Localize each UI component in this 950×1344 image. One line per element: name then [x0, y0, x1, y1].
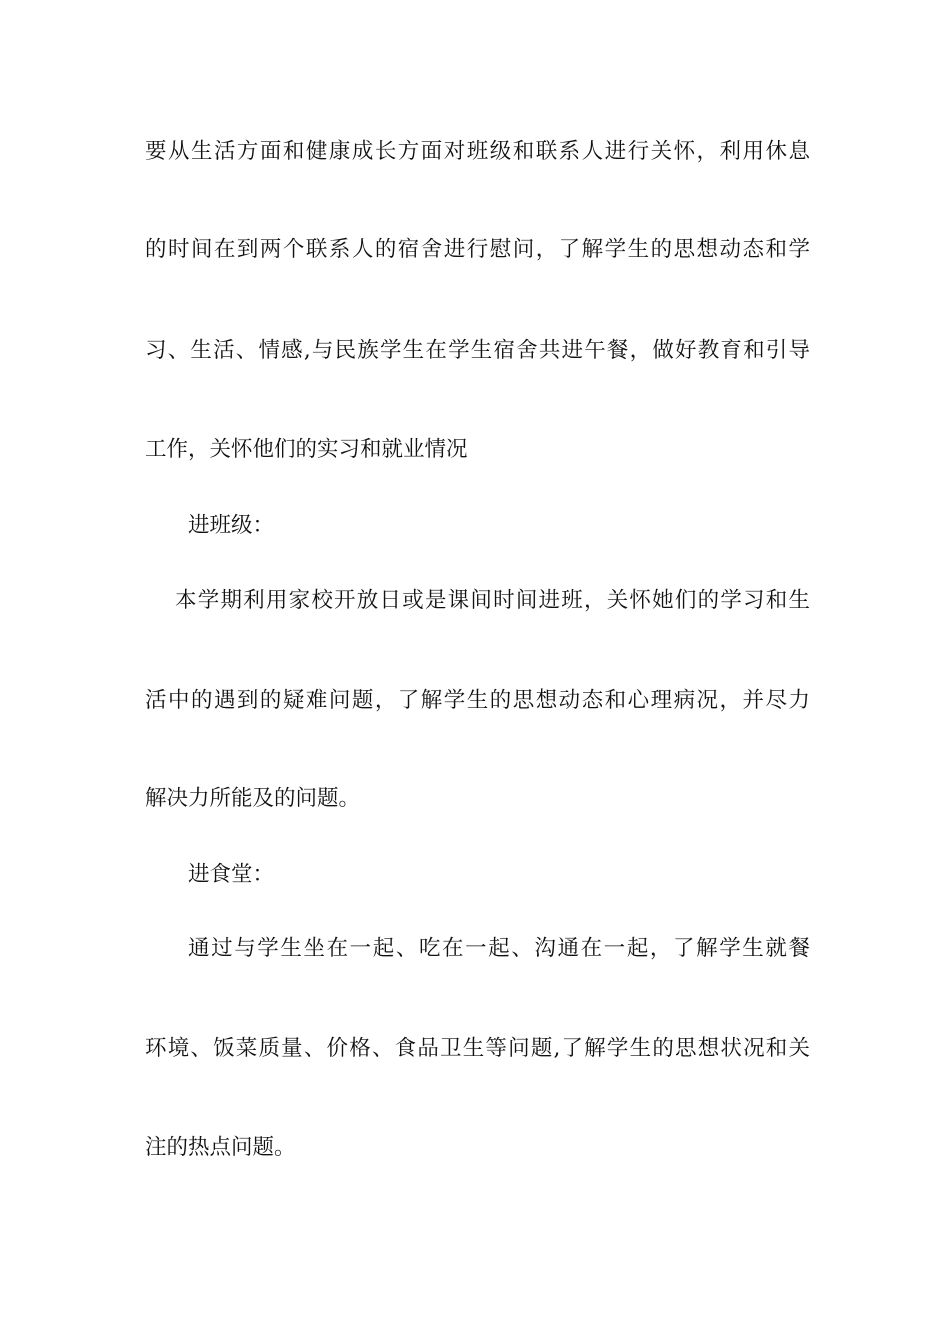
paragraph-1-line-2: 的时间在到两个联系人的宿舍进行慰问，了解学生的思想动态和学 — [145, 237, 810, 262]
paragraph-1-line-3: 习、生活、情感,与民族学生在学生宿舍共进午餐，做好教育和引导 — [145, 338, 810, 363]
paragraph-1-line-4: 工作，关怀他们的实习和就业情况 — [145, 437, 468, 462]
paragraph-1-line-1: 要从生活方面和健康成长方面对班级和联系人进行关怀，利用休息 — [145, 139, 810, 164]
paragraph-2-line-2: 活中的遇到的疑难问题，了解学生的思想动态和心理病况，并尽力 — [145, 688, 810, 713]
paragraph-3-line-2: 环境、饭菜质量、价格、食品卫生等问题,了解学生的思想状况和关 — [145, 1036, 810, 1061]
heading-class: 进班级： — [188, 513, 275, 538]
paragraph-2-line-1: 本学期利用家校开放日或是课间时间进班，关怀她们的学习和生 — [175, 588, 810, 613]
paragraph-3-line-3: 注的热点问题。 — [145, 1135, 296, 1160]
heading-canteen: 进食堂： — [188, 862, 275, 887]
paragraph-2-line-3: 解决力所能及的问题。 — [145, 786, 361, 811]
paragraph-3-line-1: 通过与学生坐在一起、吃在一起、沟通在一起，了解学生就餐 — [188, 936, 810, 961]
